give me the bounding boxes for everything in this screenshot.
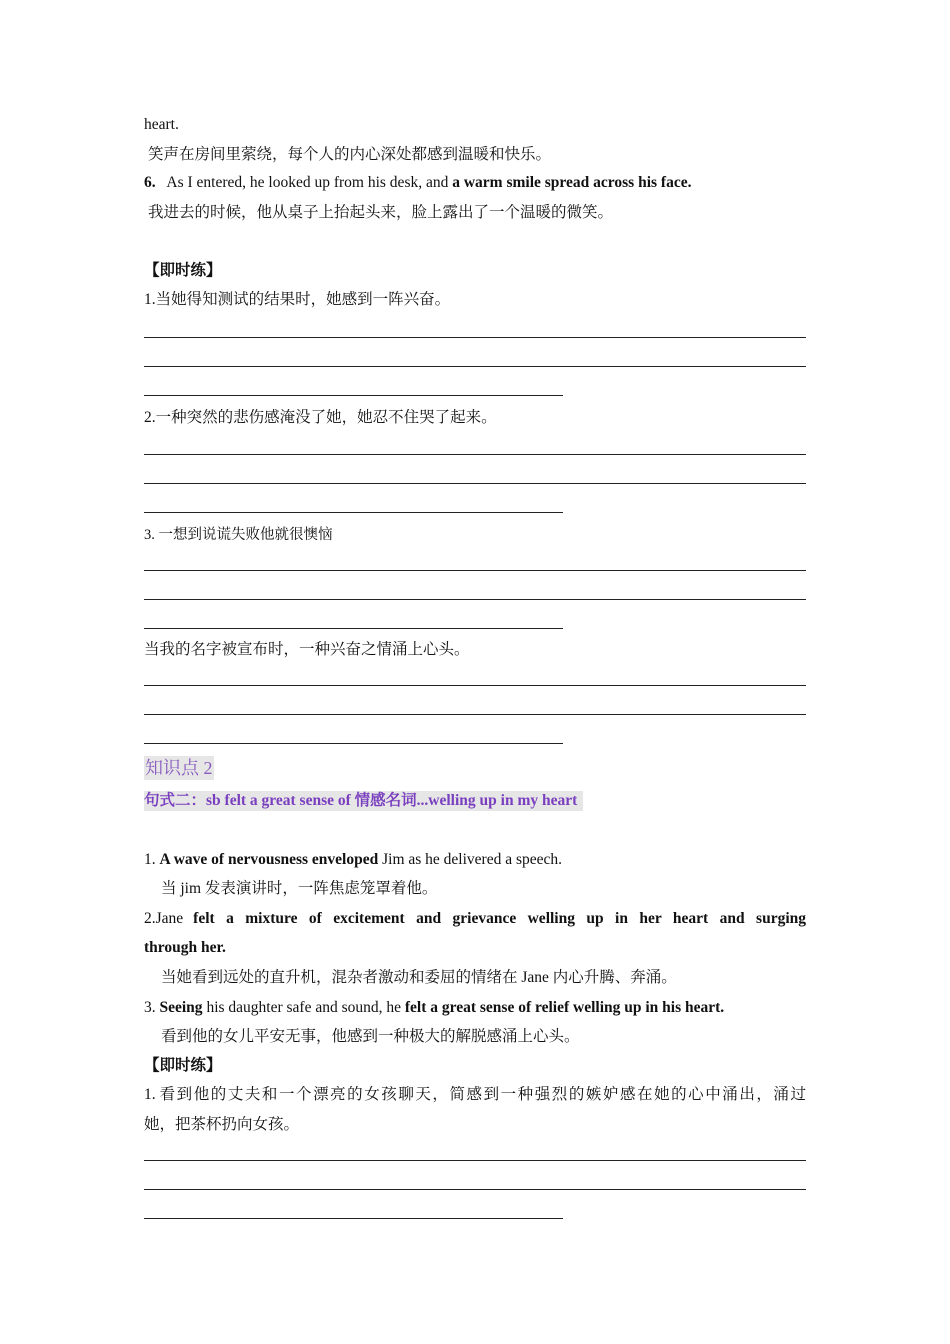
example-3-plain: his daughter safe and sound, he <box>206 999 401 1016</box>
practice-item-3-number: 3. <box>144 527 155 543</box>
example-3-bold-2: felt a great sense of relief welling up in his heart. <box>404 999 725 1016</box>
practice-header-2: 【即时练】 <box>144 1057 222 1074</box>
practice-header-1: 【即时练】 <box>144 262 222 279</box>
example-3-number: 3. <box>144 999 156 1016</box>
example-3-translation: 看到他的女儿平安无事，他感到一种极大的解脱感涌上心头。 <box>161 1028 580 1045</box>
answer-line[interactable] <box>144 743 563 744</box>
example-2-translation: 当她看到远处的直升机，混杂者激动和委屈的情绪在 Jane 内心升腾、奔涌。 <box>161 969 677 986</box>
example-1-number: 1. <box>144 851 156 868</box>
example-1-translation: 当 jim 发表演讲时，一阵焦虑笼罩着他。 <box>161 880 438 897</box>
example-2-subject: Jane <box>155 910 184 927</box>
example-6-translation: 我进去的时候，他从桌子上抬起头来，脸上露出了一个温暖的微笑。 <box>148 204 614 221</box>
knowledge-point-heading: 知识点 2 <box>145 758 213 778</box>
practice2-item-1-number: 1. <box>144 1086 156 1103</box>
example-2-number: 2. <box>144 910 156 927</box>
practice-item-2-text: 一种突然的悲伤感淹没了她，她忍不住哭了起来。 <box>155 409 497 426</box>
example-6-bold: a warm smile spread across his face. <box>452 174 692 191</box>
example-2-bold-line-2: through her. <box>144 939 226 956</box>
sentence-pattern-heading: 句式二：sb felt a great sense of 情感名词...welling up in my heart <box>144 791 583 811</box>
practice-item-1-number: 1. <box>144 291 156 308</box>
example-3-bold-1: Seeing <box>159 999 203 1016</box>
practice-item-3-text: 一想到说谎失败他就很懊恼 <box>158 527 333 543</box>
answer-line[interactable] <box>144 1189 806 1190</box>
answer-line[interactable] <box>144 628 563 629</box>
answer-line[interactable] <box>144 395 563 396</box>
answer-line[interactable] <box>144 570 806 571</box>
answer-line[interactable] <box>144 714 806 715</box>
text-line-heart: heart. <box>144 116 179 133</box>
example-1 <box>144 850 562 870</box>
example-1-bold: A wave of nervousness enveloped <box>159 851 379 868</box>
answer-line[interactable] <box>144 599 806 600</box>
practice2-item-1-text-line-2: 她，把茶杯扔向女孩。 <box>144 1116 300 1133</box>
example-2-line-1 <box>144 909 806 929</box>
practice-item-2-number: 2. <box>144 409 156 426</box>
practice-item-3 <box>144 525 333 545</box>
answer-line[interactable] <box>144 685 806 686</box>
practice-item-1 <box>144 290 450 310</box>
answer-line[interactable] <box>144 337 806 338</box>
answer-line[interactable] <box>144 454 806 455</box>
practice-item-2 <box>144 408 497 428</box>
example-1-plain: Jim as he delivered a speech. <box>382 851 563 868</box>
practice-item-4: 当我的名字被宣布时，一种兴奋之情涌上心头。 <box>144 641 470 658</box>
translation-laughter: 笑声在房间里萦绕，每个人的内心深处都感到温暖和快乐。 <box>148 146 552 163</box>
answer-line[interactable] <box>144 1218 563 1219</box>
answer-line[interactable] <box>144 366 806 367</box>
practice2-item-1-line-1 <box>144 1085 806 1105</box>
practice-item-1-text: 当她得知测试的结果时，她感到一阵兴奋。 <box>155 291 451 308</box>
example-6-number: 6. <box>144 174 156 191</box>
practice2-item-1-text-line-1: 看到他的丈夫和一个漂亮的女孩聊天，简感到一种强烈的嫉妒感在她的心中涌出，涌过 <box>159 1086 806 1103</box>
answer-line[interactable] <box>144 512 563 513</box>
answer-line[interactable] <box>144 483 806 484</box>
example-3 <box>144 998 724 1018</box>
example-2-bold-line-1: felt a mixture of excitement and grievance welling up in her heart and surging <box>193 910 806 927</box>
example-6 <box>144 173 691 193</box>
answer-line[interactable] <box>144 1160 806 1161</box>
example-6-plain: As I entered, he looked up from his desk, and <box>166 174 449 191</box>
